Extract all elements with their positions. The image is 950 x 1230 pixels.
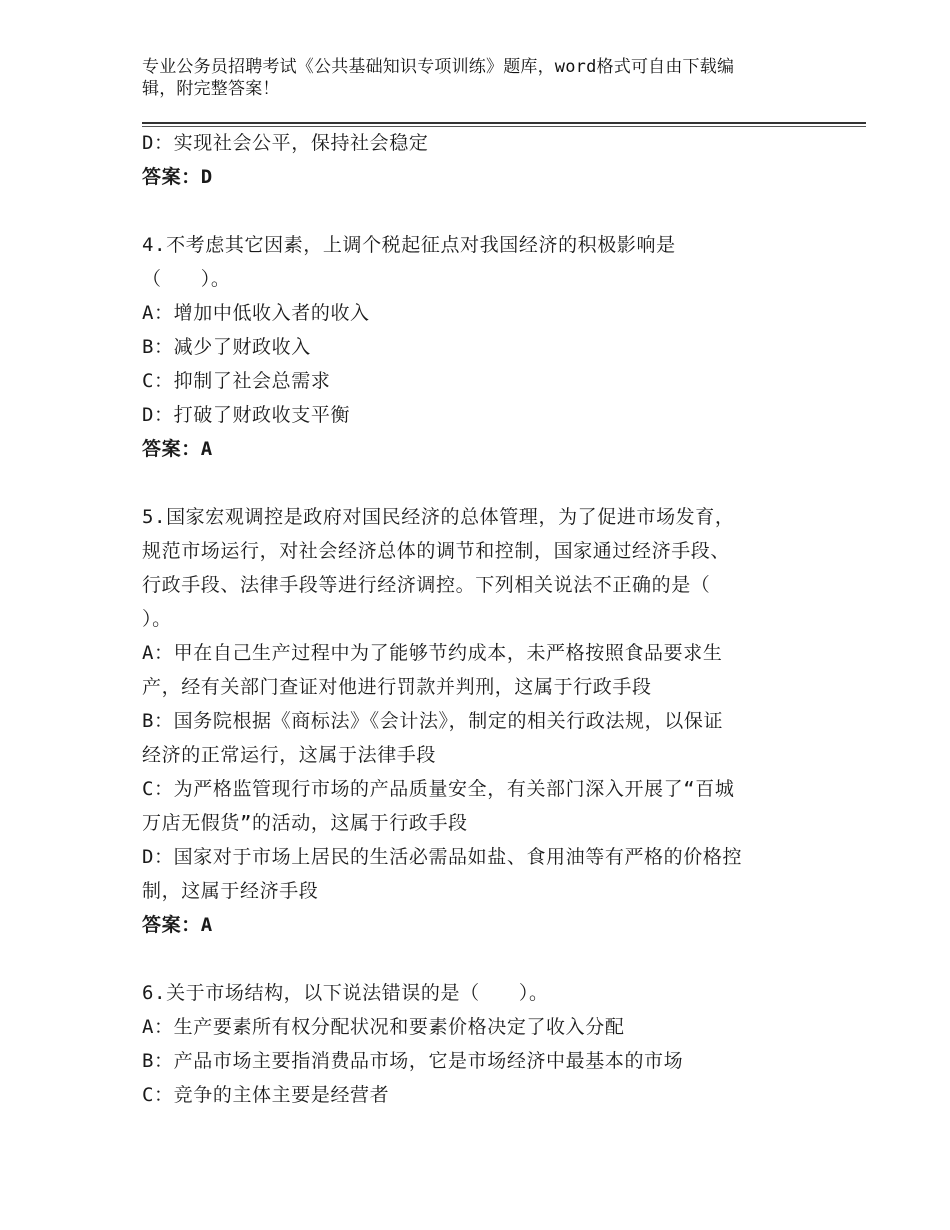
question-stem: 4.不考虑其它因素，上调个税起征点对我国经济的积极影响是 — [142, 234, 676, 256]
option-c: C：竞争的主体主要是经营者 — [142, 1084, 390, 1106]
question-content — [142, 126, 812, 1112]
question-5 — [142, 500, 812, 942]
option-b: B：国务院根据《商标法》《会计法》，制定的相关行政法规，以保证 — [142, 710, 724, 732]
header-line: 专业公务员招聘考试《公共基础知识专项训练》题库，word格式可自由下载编 — [142, 57, 735, 77]
option-a: A：增加中低收入者的收入 — [142, 302, 370, 324]
option-d: 制，这属于经济手段 — [142, 880, 319, 902]
option-c: C：为严格监管现行市场的产品质量安全，有关部门深入开展了“百城 — [142, 778, 735, 800]
question-stem: 6.关于市场结构，以下说法错误的是（ ）。 — [142, 982, 549, 1004]
question-stem: 5.国家宏观调控是政府对国民经济的总体管理，为了促进市场发育， — [142, 506, 735, 528]
spacer — [142, 942, 812, 976]
question-3-tail — [142, 126, 812, 194]
option-c: 万店无假货”的活动，这属于行政手段 — [142, 812, 468, 834]
option-c: C：抑制了社会总需求 — [142, 370, 331, 392]
question-stem: （ ）。 — [142, 268, 231, 290]
option-a: A：生产要素所有权分配状况和要素价格决定了收入分配 — [142, 1016, 625, 1038]
option-d: D：国家对于市场上居民的生活必需品如盐、食用油等有严格的价格控 — [142, 846, 743, 868]
option-b: B：减少了财政收入 — [142, 336, 311, 358]
answer-line: 答案：D — [142, 166, 213, 188]
question-6 — [142, 976, 812, 1112]
option-d: D：实现社会公平，保持社会稳定 — [142, 132, 429, 154]
spacer — [142, 194, 812, 228]
option-d: D：打破了财政收支平衡 — [142, 404, 351, 426]
header-line: 辑，附完整答案！ — [142, 79, 280, 99]
option-b: B：产品市场主要指消费品市场，它是市场经济中最基本的市场 — [142, 1050, 684, 1072]
question-stem: 行政手段、法律手段等进行经济调控。下列相关说法不正确的是（ — [142, 574, 711, 596]
option-b: 经济的正常运行，这属于法律手段 — [142, 744, 437, 766]
answer-line: 答案：A — [142, 438, 213, 460]
option-a: 产，经有关部门查证对他进行罚款并判刑，这属于行政手段 — [142, 676, 652, 698]
header-divider — [142, 122, 866, 124]
question-stem: ）。 — [142, 608, 172, 630]
option-a: A：甲在自己生产过程中为了能够节约成本，未严格按照食品要求生 — [142, 642, 723, 664]
answer-line: 答案：A — [142, 914, 213, 936]
spacer — [142, 466, 812, 500]
page-header — [142, 56, 802, 100]
question-4 — [142, 228, 812, 466]
question-stem: 规范市场运行，对社会经济总体的调节和控制，国家通过经济手段、 — [142, 540, 731, 562]
